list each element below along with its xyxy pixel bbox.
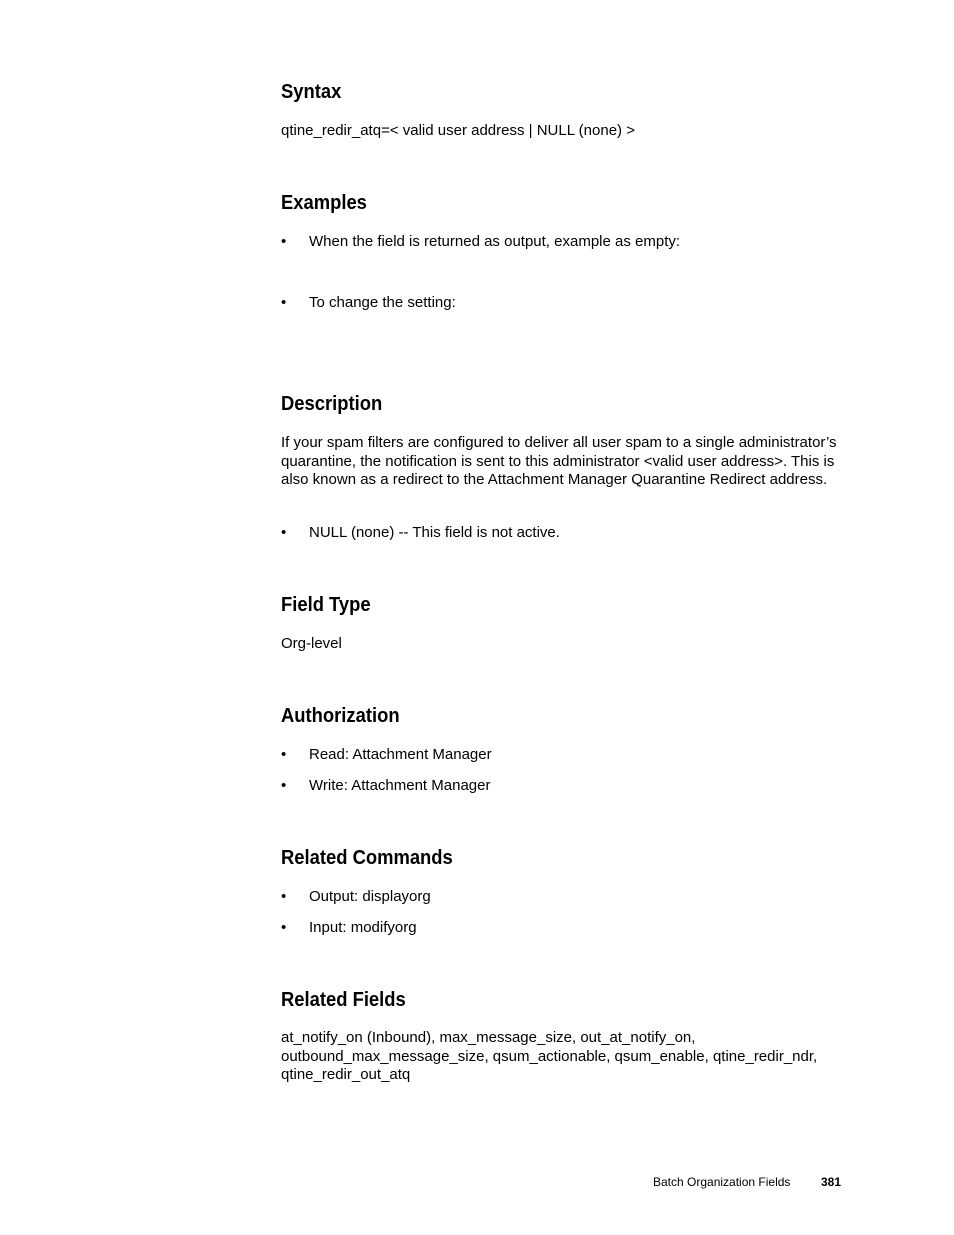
syntax-text: qtine_redir_atq=< valid user address | NULL (none) > [281, 122, 635, 139]
field-type-heading: Field Type [281, 594, 371, 616]
page-number: 381 [821, 1175, 842, 1189]
authorization-item [281, 746, 492, 764]
related-commands-item [281, 919, 417, 937]
bullet-marker: • [281, 746, 287, 763]
related-fields-heading: Related Fields [281, 989, 406, 1011]
examples-item [281, 233, 680, 251]
syntax-heading: Syntax [281, 81, 342, 103]
related-commands-item-text: Output: displayorg [309, 888, 431, 905]
field-type-text: Org-level [281, 635, 342, 652]
bullet-marker: • [281, 777, 287, 794]
bullet-marker: • [281, 524, 287, 541]
related-commands-heading: Related Commands [281, 847, 453, 869]
examples-item [281, 294, 456, 312]
authorization-heading: Authorization [281, 705, 400, 727]
description-text: If your spam filters are configured to deliver all user spam to a single administrator’s quarantine, the notification is sent to this administrator <valid user address>. This is also known as a redirect to the Attachment Manager Quarantine Redirect address. [281, 434, 837, 488]
authorization-item-text: Write: Attachment Manager [309, 777, 491, 794]
footer-title: Batch Organization Fields [653, 1175, 791, 1189]
examples-item-text: When the field is returned as output, example as empty: [309, 233, 681, 250]
description-item-text: NULL (none) -- This field is not active. [309, 524, 560, 541]
description-item [281, 524, 560, 542]
bullet-marker: • [281, 888, 287, 905]
examples-item-text: To change the setting: [309, 294, 456, 311]
related-commands-item-text: Input: modifyorg [309, 919, 417, 936]
related-fields-text: at_notify_on (Inbound), max_message_size, out_at_notify_on, outbound_max_message_size, qsum_actionable, qsum_enable, qtine_redir_ndr, qtine_redir_out_atq [281, 1029, 818, 1083]
bullet-marker: • [281, 919, 287, 936]
authorization-item-text: Read: Attachment Manager [309, 746, 492, 763]
examples-heading: Examples [281, 192, 367, 214]
related-commands-item [281, 888, 431, 906]
bullet-marker: • [281, 294, 287, 311]
description-heading: Description [281, 393, 383, 415]
authorization-item [281, 777, 490, 795]
bullet-marker: • [281, 233, 287, 250]
